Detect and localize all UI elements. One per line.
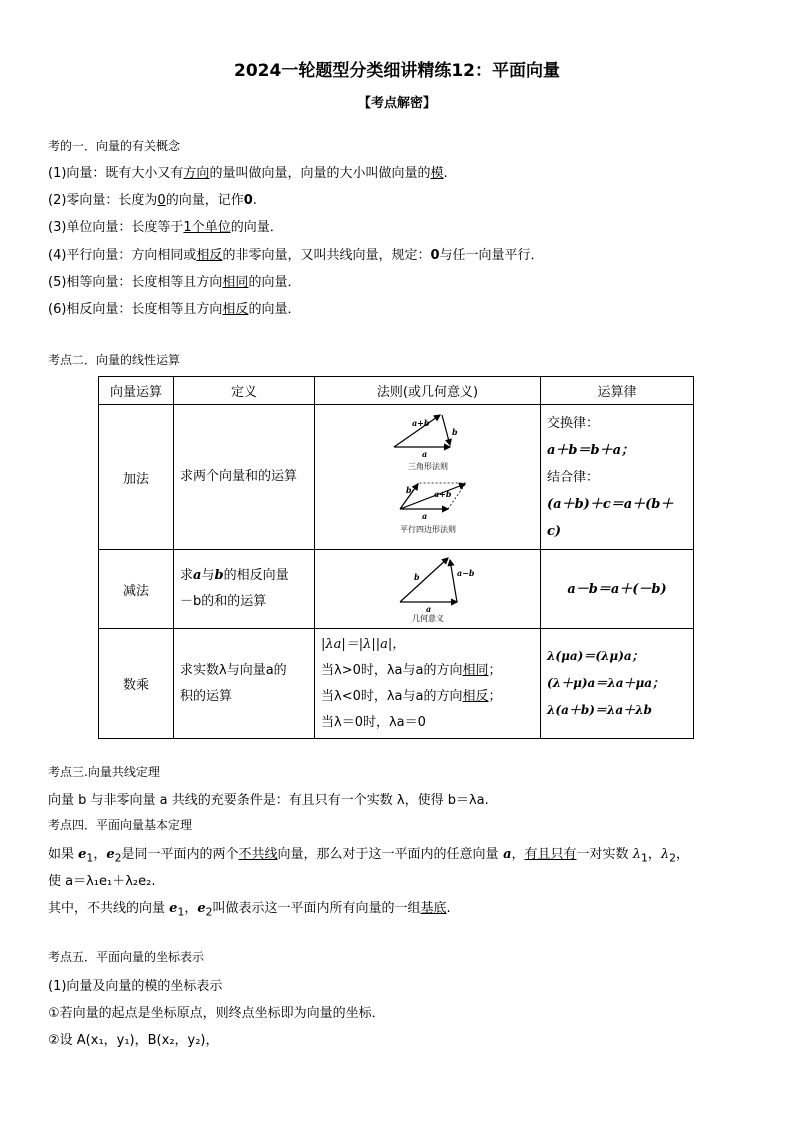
section5-heading: 考点五．平面向量的坐标表示 (48, 950, 205, 964)
table-header-cell: 向量运算 (99, 377, 174, 405)
coord-item-3: ②设 A(x₁，y₁)，B(x₂，y₂)， (48, 1033, 219, 1048)
subtraction-diagram (322, 550, 534, 624)
law-line: 交换律： (547, 415, 600, 431)
law-line: (λ＋μ)a＝λa＋μa； (547, 676, 665, 690)
op-name-subtraction: 减法 (99, 550, 174, 629)
def-line: 积的运算 (180, 688, 233, 704)
sub-vector-b (400, 558, 448, 602)
law-line: λ(μa)＝(λμ)a； (547, 649, 644, 663)
table-header-cell: 定义 (174, 377, 315, 405)
sub-label-b: b (413, 572, 420, 582)
concept-item-3: (3)单位向量：长度等于1个单位的向量． (48, 220, 283, 235)
def-line: －b的和的运算 (180, 594, 267, 609)
basis-theorem-line1: 如果 $e_1$，$e_2$是同一平面内的两个不共线向量，那么对于这一平面内的任意向量 a，有且只有一对实数 $\lambda_1$，$\lambda_2$， (48, 847, 689, 865)
table-row (99, 629, 694, 739)
concept-item-1: (1)向量：既有大小又有方向的量叫做向量，向量的大小叫做向量的模. (48, 166, 448, 181)
caption-triangle-rule: 三角形法则 (407, 462, 448, 471)
rule-line: 当λ>0时，λa与a的方向相同； (321, 662, 502, 678)
section4-heading: 考点四．平面向量基本定理 (48, 818, 193, 832)
sub-label-a-minus-b: a−b (456, 568, 474, 578)
op-name-scalar: 数乘 (99, 629, 174, 739)
addition-diagram (322, 405, 534, 545)
label-a-plus-b: a+b (411, 418, 429, 428)
section1-heading: 考的一．向量的有关概念 (48, 139, 181, 153)
law-line: (a＋b)＋c＝a＋(b＋c) (547, 496, 674, 539)
figure-addition (315, 405, 541, 550)
rule-line: 当λ<0时，λa与a的方向相反； (321, 688, 502, 704)
laws-subtraction: a－b＝a＋(－b) (541, 550, 694, 629)
table-row (99, 550, 694, 629)
table-header-cell: 法则(或几何意义) (315, 377, 541, 405)
vector-b-arrow (442, 415, 450, 445)
caption-parallelogram-rule: 平行四边形法则 (399, 525, 456, 534)
table-row (99, 405, 694, 550)
concept-item-5: (5)相等向量：长度相等且方向相同的向量． (48, 275, 301, 290)
laws-addition (541, 405, 694, 550)
page-title: 2024一轮题型分类细讲精练12：平面向量 (234, 61, 560, 81)
laws-scalar (541, 629, 694, 739)
coord-item-2: ①若向量的起点是坐标原点，则终点坐标即为向量的坐标． (48, 1006, 385, 1021)
page-subtitle: 【考点解密】 (357, 96, 436, 111)
basis-theorem-line3: 其中，不共线的向量 $e_1$，$e_2$叫做表示这一平面内所有向量的一组基底. (48, 901, 451, 919)
sub-label-a: a (425, 604, 431, 614)
table-header-row (99, 377, 694, 405)
concept-item-6: (6)相反向量：长度相等且方向相反的向量． (48, 302, 301, 317)
label-a: a (421, 449, 427, 459)
linear-operations-table (98, 376, 694, 739)
concept-item-4: (4)平行向量：方向相同或相反的非零向量，又叫共线向量，规定：0与任一向量平行． (48, 248, 544, 263)
def-scalar (174, 629, 315, 739)
coord-item-1: (1)向量及向量的模的坐标表示 (48, 979, 223, 994)
concept-item-2: (2)零向量：长度为0的向量，记作0. (48, 193, 257, 208)
collinear-theorem-text: 向量 b 与非零向量 a 共线的充要条件是：有且只有一个实数 λ，使得 b＝λa. (48, 793, 489, 808)
def-subtraction (174, 550, 315, 629)
law-line: a＋b＝b＋a； (547, 442, 635, 458)
para-label-b: b (405, 485, 412, 495)
def-line: 求实数λ与向量a的 (180, 662, 287, 678)
caption-geometric-meaning: 几何意义 (411, 614, 444, 623)
figure-subtraction (315, 550, 541, 629)
rule-line: |λa|＝|λ||a|， (321, 636, 406, 652)
def-line: 求a与b的相反向量 (180, 568, 289, 583)
para-label-a-plus-b: a+b (433, 489, 451, 499)
rules-scalar (315, 629, 541, 739)
op-name-addition: 加法 (99, 405, 174, 550)
basis-theorem-line2: 使 a＝λ₁e₁＋λ₂e₂. (48, 874, 156, 889)
section2-heading: 考点二．向量的线性运算 (48, 353, 181, 367)
table-header-cell: 运算律 (541, 377, 694, 405)
law-line: λ(a＋b)＝λa＋λb (547, 703, 652, 717)
sub-vector-a-minus-b (450, 560, 457, 602)
def-addition: 求两个向量和的运算 (174, 405, 315, 550)
law-line: 结合律： (547, 469, 600, 485)
label-b: b (451, 427, 458, 437)
para-label-a: a (421, 511, 427, 521)
rule-line: 当λ＝0时，λa＝0 (321, 714, 426, 730)
section3-heading: 考点三.向量共线定理 (48, 765, 160, 779)
